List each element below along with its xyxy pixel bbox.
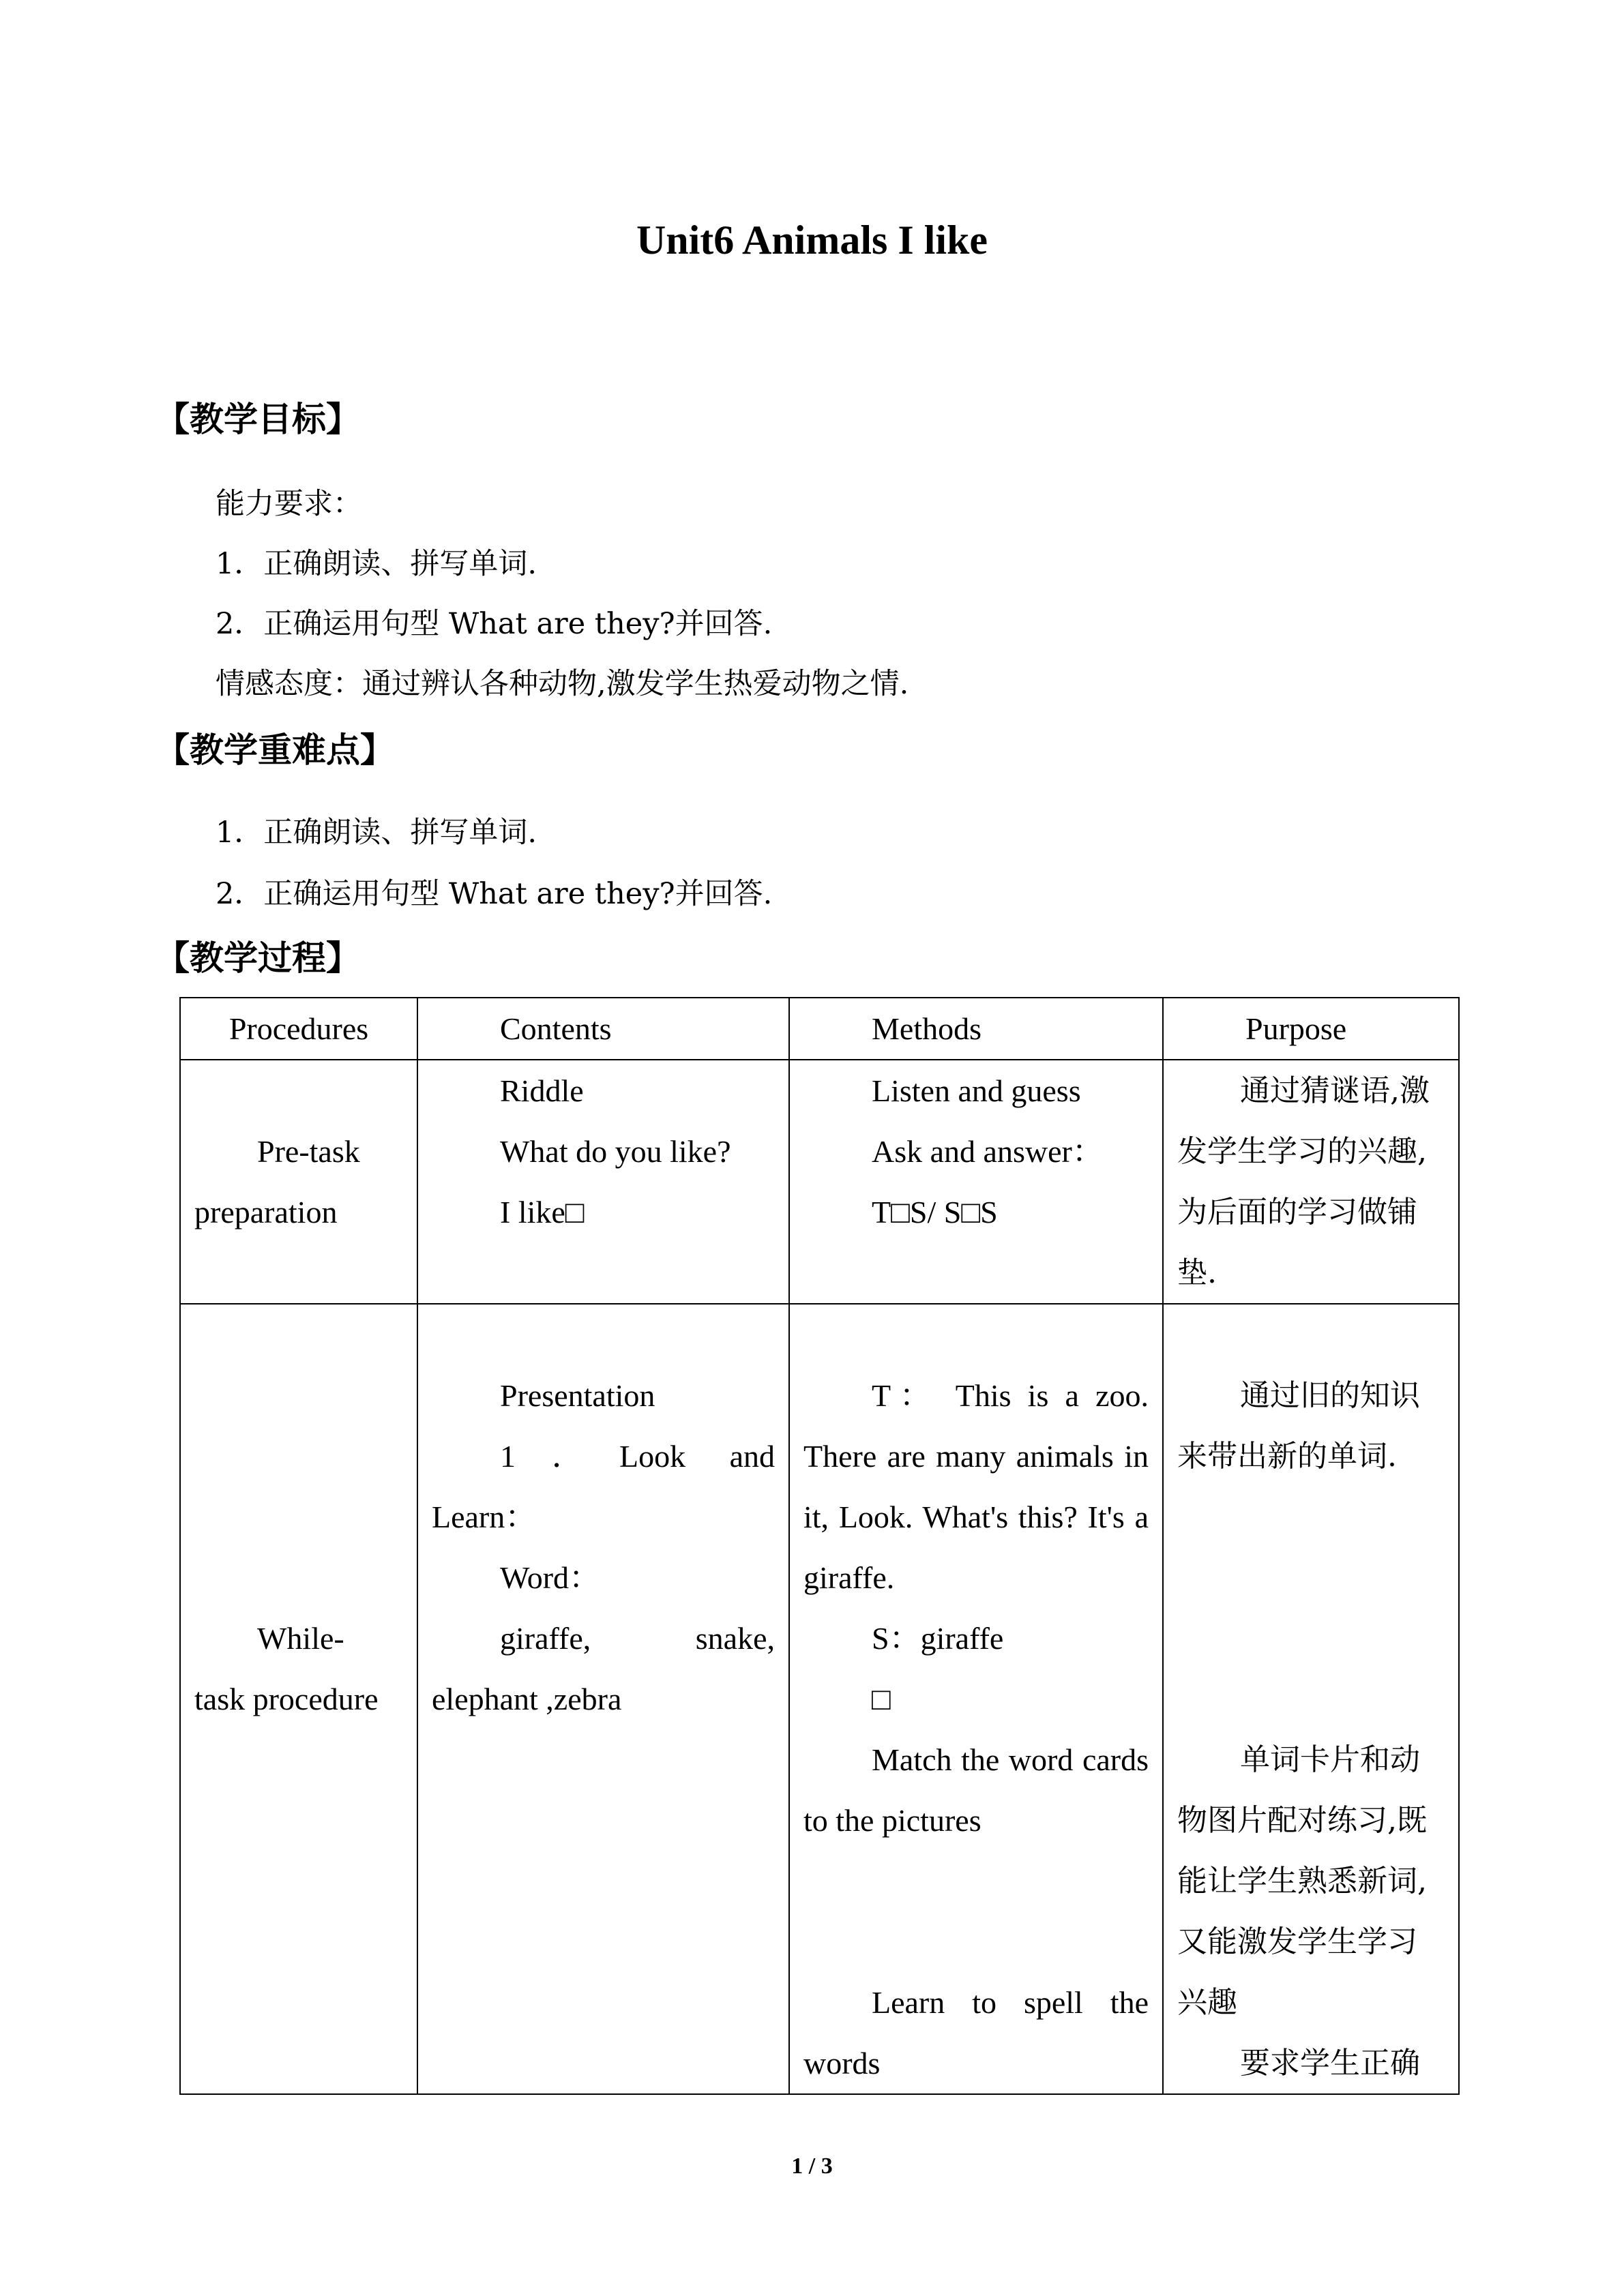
key-point-line: 1．正确朗读、拼写单词. [216,816,537,850]
table-header-row [180,998,1459,1060]
procedure-cell: While- task procedure [180,1304,417,2094]
methods-cell: T： This is a zoo. There are many animals in it, Look. What's this? It's a giraffe. S：giraffe □ Match the word cards to the pictures Learn to spell the words [789,1304,1163,2094]
procedure-table [179,997,1460,2095]
header-methods: Methods [789,998,1163,1060]
purpose-cell: 通过旧的知识来带出新的单词. 单词卡片和动物图片配对练习,既能让学生熟悉新词,又能激发学生学习兴趣 要求学生正确 [1163,1304,1459,2094]
contents-cell: Presentation 1．Look and Learn： Word： giraffe, snake, elephant ,zebra [417,1304,789,2094]
table-row [180,1304,1459,2094]
document-title: Unit6 Animals I like [636,218,988,263]
header-contents: Contents [417,998,789,1060]
goal-line: 1．正确朗读、拼写单词. [216,547,537,581]
key-point-line: 2．正确运用句型 What are they?并回答. [216,877,773,911]
section-heading-key-points: 【教学重难点】 [156,730,394,770]
section-heading-goals: 【教学目标】 [156,400,360,439]
table-row [180,1060,1459,1304]
header-procedures: Procedures [180,998,417,1060]
purpose-cell: 通过猜谜语,激发学生学习的兴趣,为后面的学习做铺垫. [1163,1060,1459,1304]
procedure-cell: Pre-task preparation [180,1060,417,1304]
goal-line: 能力要求： [216,487,362,521]
page-number: 1 / 3 [791,2153,833,2179]
goal-line: 情感态度：通过辨认各种动物,激发学生热爱动物之情. [216,667,909,701]
goal-line: 2．正确运用句型 What are they?并回答. [216,607,773,641]
header-purpose: Purpose [1163,998,1459,1060]
contents-cell: Riddle What do you like? I like□ [417,1060,789,1304]
section-heading-process: 【教学过程】 [156,938,360,978]
methods-cell: Listen and guess Ask and answer： T□S/ S□S [789,1060,1163,1304]
